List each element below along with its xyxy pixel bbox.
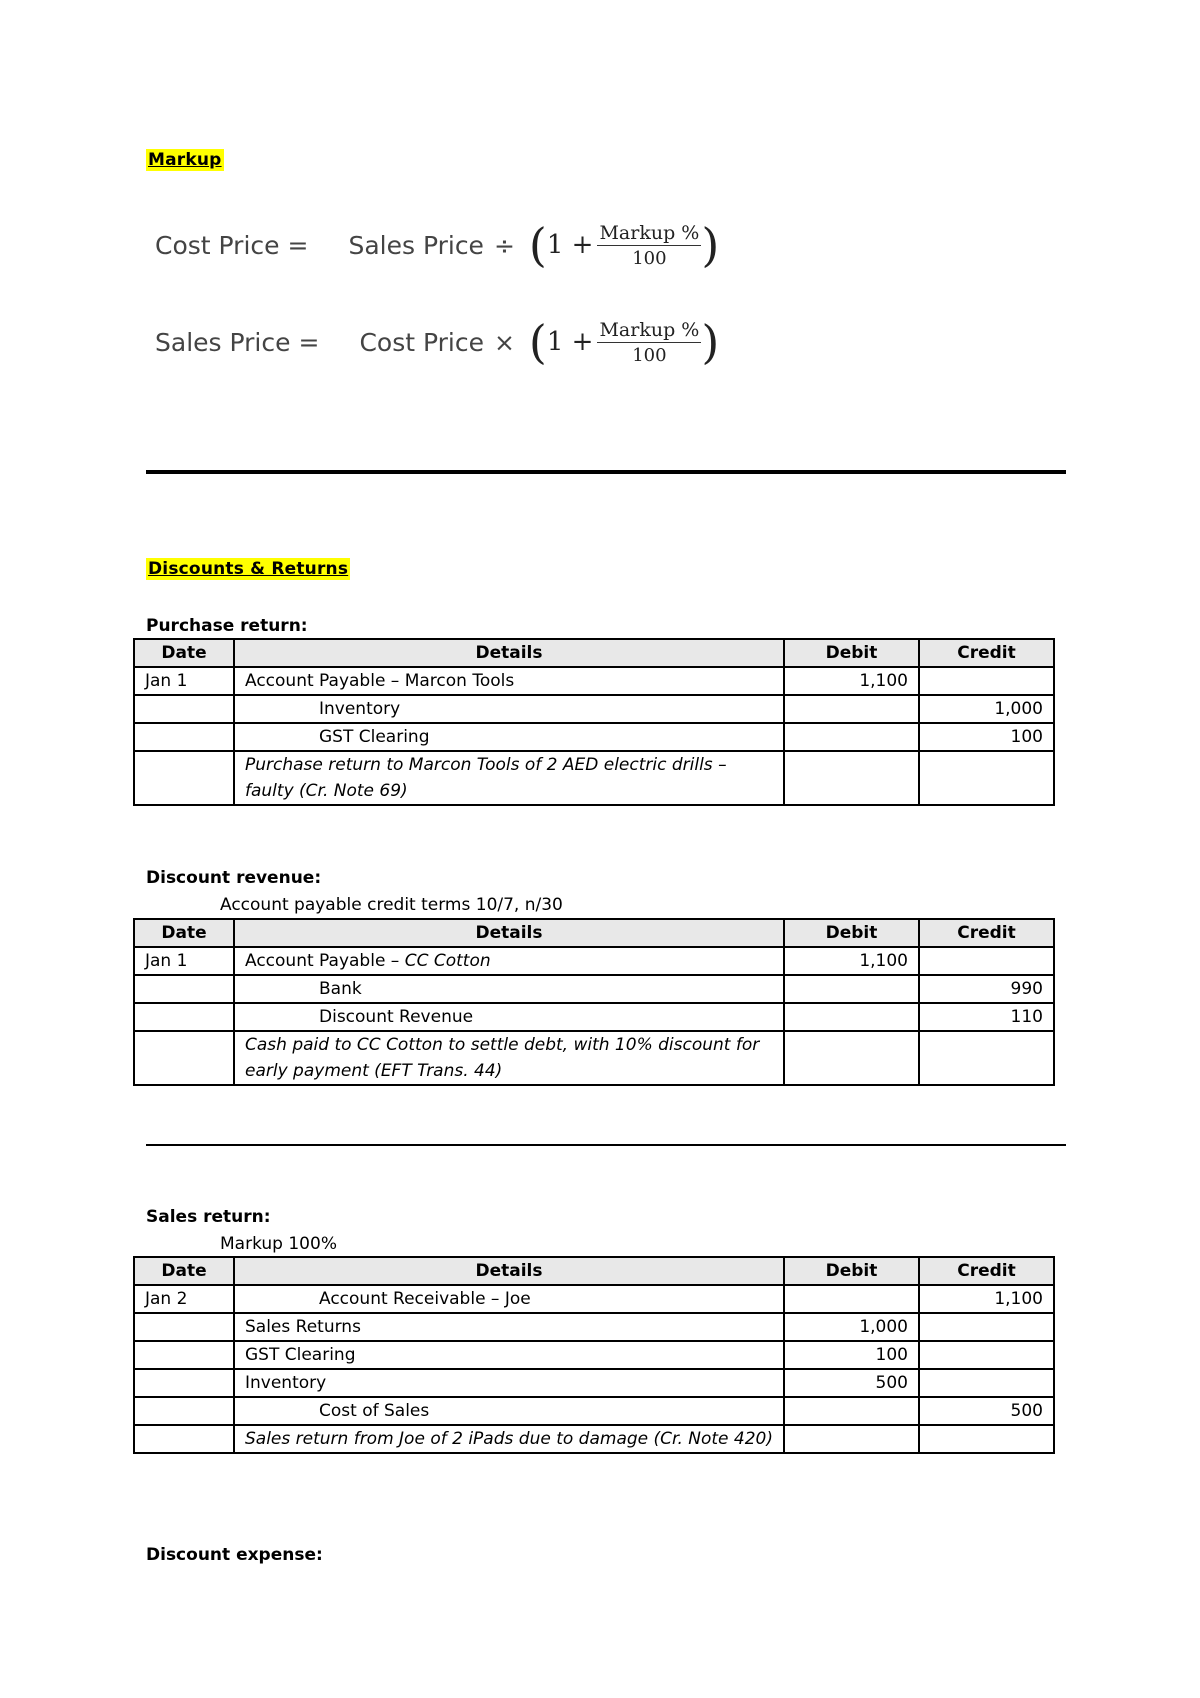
- header-credit: Credit: [919, 1257, 1054, 1285]
- purchase-return-table: [133, 638, 1055, 806]
- header-date: Date: [134, 1257, 234, 1285]
- sales-return-label: Sales return:: [146, 1207, 271, 1227]
- header-debit: Debit: [784, 919, 919, 947]
- table-row: Bank 990: [134, 975, 1054, 1003]
- header-debit: Debit: [784, 639, 919, 667]
- formula1-eq: =: [287, 230, 309, 260]
- formula2-one: 1 +: [546, 327, 594, 357]
- purchase-return-label: Purchase return:: [146, 616, 308, 636]
- formula1-op: ÷: [493, 230, 515, 260]
- table-row: Jan 2 Account Receivable – Joe 1,100: [134, 1285, 1054, 1313]
- table-header-row: [134, 1257, 1054, 1285]
- discount-revenue-label: Discount revenue:: [146, 868, 322, 888]
- formula2-op: ×: [493, 327, 515, 357]
- header-details: Details: [234, 639, 784, 667]
- discount-expense-label: Discount expense:: [146, 1545, 323, 1565]
- sales-return-table: [133, 1256, 1055, 1454]
- table-row: Discount Revenue 110: [134, 1003, 1054, 1031]
- formula1-right: Sales Price: [348, 230, 484, 260]
- header-credit: Credit: [919, 639, 1054, 667]
- section-divider-thin: [146, 1144, 1066, 1146]
- header-details: Details: [234, 919, 784, 947]
- formula2-eq: =: [298, 327, 320, 357]
- table-header-row: [134, 919, 1054, 947]
- table-row: GST Clearing 100: [134, 723, 1054, 751]
- section-divider-thick: [146, 470, 1066, 474]
- table-header-row: [134, 639, 1054, 667]
- header-debit: Debit: [784, 1257, 919, 1285]
- table-row: Cost of Sales 500: [134, 1397, 1054, 1425]
- header-details: Details: [234, 1257, 784, 1285]
- formula-sales-price: Sales Price = Cost Price × ( 1 + $\frac{\text{Markup \%}}{100}$ ): [155, 315, 720, 369]
- table-row-narration: Cash paid to CC Cotton to settle debt, with 10% discount for early payment (EFT Trans. 44): [134, 1031, 1054, 1085]
- markup-heading: Markup: [148, 150, 222, 170]
- formula-cost-price: Cost Price = Sales Price ÷ ( 1 + $\frac{\text{Markup \%}}{100}$ ): [155, 218, 720, 272]
- discount-revenue-table: [133, 918, 1055, 1086]
- formula1-left: Cost Price: [155, 230, 280, 260]
- formula2-right: Cost Price: [359, 327, 484, 357]
- header-date: Date: [134, 919, 234, 947]
- sales-return-note: Markup 100%: [220, 1234, 337, 1254]
- formula2-fraction: $\frac{\text{Markup \%}}{100}$: [599, 318, 700, 366]
- discount-revenue-note: Account payable credit terms 10/7, n/30: [220, 895, 563, 915]
- header-date: Date: [134, 639, 234, 667]
- formula1-one: 1 +: [546, 230, 594, 260]
- discounts-heading: Discounts & Returns: [148, 559, 349, 579]
- table-row: Inventory 1,000: [134, 695, 1054, 723]
- formula2-left: Sales Price: [155, 327, 291, 357]
- table-row-narration: Sales return from Joe of 2 iPads due to damage (Cr. Note 420): [134, 1425, 1054, 1453]
- table-row-narration: Purchase return to Marcon Tools of 2 AED electric drills – faulty (Cr. Note 69): [134, 751, 1054, 805]
- table-row: Inventory 500: [134, 1369, 1054, 1397]
- formula1-fraction: $\frac{\text{Markup \%}}{100}$: [599, 221, 700, 269]
- table-row: Jan 1 Account Payable – Marcon Tools 1,100: [134, 667, 1054, 695]
- header-credit: Credit: [919, 919, 1054, 947]
- table-row: Sales Returns 1,000: [134, 1313, 1054, 1341]
- table-row: GST Clearing 100: [134, 1341, 1054, 1369]
- table-row: Jan 1 Account Payable – CC Cotton 1,100: [134, 947, 1054, 975]
